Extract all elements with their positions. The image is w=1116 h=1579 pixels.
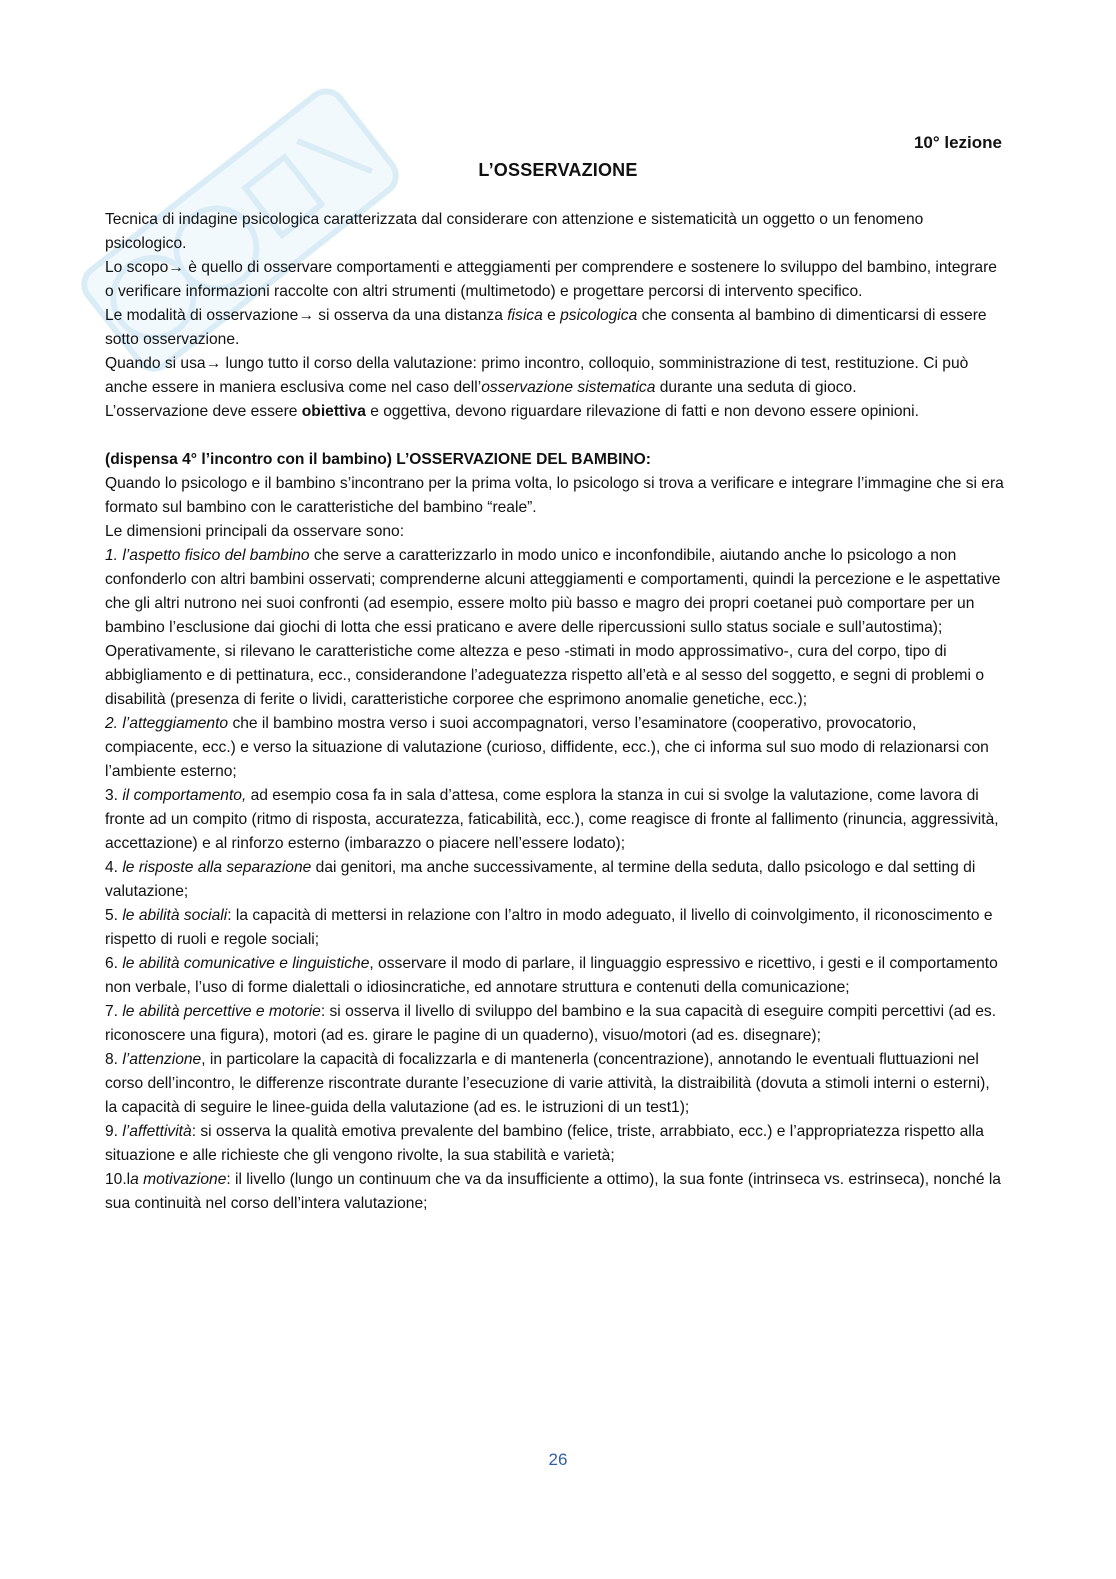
paragraph [105,352,1005,400]
text-run: , osservare il modo di parlare, il linguaggio espressivo e ricettivo, i gesti e il comportamento non verbale, l’uso di forme dialettali o idiosincratiche, ed annotare struttura e contenuti della comunicazione; [105,955,998,996]
text-run: Quando lo psicologo e il bambino s’incontrano per la prima volta, lo psicologo si trova a verificare e integrare l’immagine che si era formato sul bambino con le caratteristiche del bambino “reale”. [105,475,1004,516]
text-run: ad esempio cosa fa in sala d’attesa, come esplora la stanza in cui si svolge la valutazione, come lavora di fronte ad un compito (ritmo di risposta, accuratezza, faticabilità, ecc.), come reagisce di fronte al fallimento (rinuncia, aggressività, accettazione) e al rinforzo esterno (imbarazzo o piacere nell’essere lodato); [105,787,999,852]
italic-text: le abilità sociali [122,907,228,924]
text-run: Lo scopo [105,259,169,276]
text-run: dai genitori, ma anche successivamente, al termine della seduta, dallo psicologo e dal setting di valutazione; [105,859,976,900]
paragraph [105,304,1005,352]
paragraph [105,1000,1005,1048]
text-run: 5. [105,907,123,924]
text-run: lungo tutto il corso della valutazione: primo incontro, colloquio, somministrazione di test, restituzione. Ci può anche essere in maniera esclusiva come nel caso dell’ [105,355,969,396]
text-run: è quello di osservare comportamenti e atteggiamenti per comprendere e sostenere lo sviluppo del bambino, integrare o verificare informazioni raccolte con altri strumenti (multimetodo) e progettare percorsi di intervento specifico. [105,259,997,300]
lesson-label: 10° lezione [913,133,1002,152]
text-run: durante una seduta di gioco. [655,379,857,396]
text-run: che consenta al bambino di dimenticarsi di essere sotto osservazione. [105,307,987,348]
italic-text: le abilità percettive e motorie [122,1003,321,1020]
text-run: 4. [105,859,123,876]
text-run: Le modalità di osservazione [105,307,299,324]
paragraph [105,712,1005,784]
paragraph [105,544,1005,640]
text-run: , in particolare la capacità di focalizzarla e di mantenerla (concentrazione), annotando le eventuali fluttuazioni nel corso dell’incontro, le differenze riscontrate durante l’esecuzione di varie attività, la distraibilità (dovuta a stimoli interni o esterni), la capacità di seguire le linee-guida della valutazione (ad es. le istruzioni di un test1); [105,1051,990,1116]
italic-text: osservazione sistematica [481,379,656,396]
text-run: Quando si usa [105,355,206,372]
italic-text: psicologica [560,307,638,324]
text-run: 10.l [105,1171,131,1188]
paragraph [105,1120,1005,1168]
italic-text: l’attenzione [122,1051,202,1068]
paragraph [105,904,1005,952]
text-run: Operativamente, si rilevano le caratteristiche come altezza e peso -stimati in modo approssimativo-, cura del corpo, tipo di abbigliamento e di pettinatura, ecc., considerandone l’adeguatezza rispetto all’età e al sesso del soggetto, e segni di problemi o disabilità (presenza di ferite o lividi, caratteristiche corporee che esprimono anomalie genetiche, ecc.); [105,643,985,708]
text-run: e oggettiva, devono riguardare rilevazione di fatti e non devono essere opinioni. [365,403,919,420]
text-run: : si osserva la qualità emotiva prevalente del bambino (felice, triste, arrabbiato, ecc.) e l’appropriatezza rispetto alla situazione e alle richieste che gli vengono rivolte, la sua stabilità e varietà; [105,1123,984,1164]
italic-text: le risposte alla separazione [122,859,312,876]
paragraph [105,400,1005,424]
text-run: e [542,307,561,324]
paragraph [105,640,1005,712]
italic-text: 2. l’atteggiamento [105,715,229,732]
italic-text: a motivazione [130,1171,227,1188]
text-run: L’osservazione deve essere [105,403,302,420]
arrow-right-icon: → [298,307,314,324]
page-title: L’OSSERVAZIONE [478,160,638,180]
text-run: 6. [105,955,123,972]
text-run: 7. [105,1003,123,1020]
bold-text: (dispensa 4° l’incontro con il bambino) L’OSSERVAZIONE DEL BAMBINO: [105,451,652,468]
text-run: : il livello (lungo un continuum che va da insufficiente a ottimo), la sua fonte (intrinseca vs. estrinseca), nonché la sua continuità nel corso dell’intera valutazione; [105,1171,1001,1212]
paragraph [105,472,1005,520]
paragraph-spacer [105,424,1005,448]
text-run: Le dimensioni principali da osservare sono: [105,523,405,540]
text-run: si osserva da una distanza [313,307,508,324]
paragraph [105,208,1005,256]
bold-text: obiettiva [301,403,366,420]
text-run: 8. [105,1051,123,1068]
text-run: 3. [105,787,123,804]
text-run: che serve a caratterizzarlo in modo unico e inconfondibile, aiutando anche lo psicologo a non confonderlo con altri bambini osservati; comprenderne alcuni atteggiamenti e comportamenti, quindi la percezione e le aspettative che gli altri nutrono nei suoi confronti (ad esempio, essere molto più basso e magro dei propri coetanei può comportare per un bambino l’esclusione dai giochi di lotta che essi praticano e avere delle ripercussioni sullo status sociale e sull’autostima); [105,547,1001,636]
italic-text: il comportamento, [122,787,247,804]
paragraph [105,520,1005,544]
italic-text: 1. l’aspetto fisico del bambino [105,547,310,564]
arrow-right-icon: → [168,259,184,276]
paragraph [105,448,1005,472]
paragraph [105,952,1005,1000]
paragraph [105,784,1005,856]
text-run: che il bambino mostra verso i suoi accompagnatori, verso l’esaminatore (cooperativo, provocatorio, compiacente, ecc.) e verso la situazione di valutazione (curioso, diffidente, ecc.), che ci informa sul suo modo di relazionarsi con l’ambiente esterno; [105,715,989,780]
document-body [105,208,1005,1216]
italic-text: fisica [507,307,543,324]
text-run: : si osserva il livello di sviluppo del bambino e la sua capacità di eseguire compiti percettivi (ad es. riconoscere una figura), motori (ad es. girare le pagine di un quaderno), visuo/motori (ad es. disegnare); [105,1003,997,1044]
paragraph [105,256,1005,304]
paragraph [105,1168,1005,1216]
arrow-right-icon: → [205,355,222,372]
text-run: Tecnica di indagine psicologica caratterizzata dal considerare con attenzione e sistematicità un oggetto o un fenomeno psicologico. [105,211,924,252]
italic-text: le abilità comunicative e linguistiche [122,955,370,972]
paragraph [105,1048,1005,1120]
italic-text: l’affettività [122,1123,192,1140]
text-run: 9. [105,1123,123,1140]
paragraph [105,856,1005,904]
text-run: : la capacità di mettersi in relazione con l’altro in modo adeguato, il livello di coinvolgimento, il riconoscimento e rispetto di ruoli e regole sociali; [105,907,993,948]
page-number: 26 [548,1450,568,1469]
